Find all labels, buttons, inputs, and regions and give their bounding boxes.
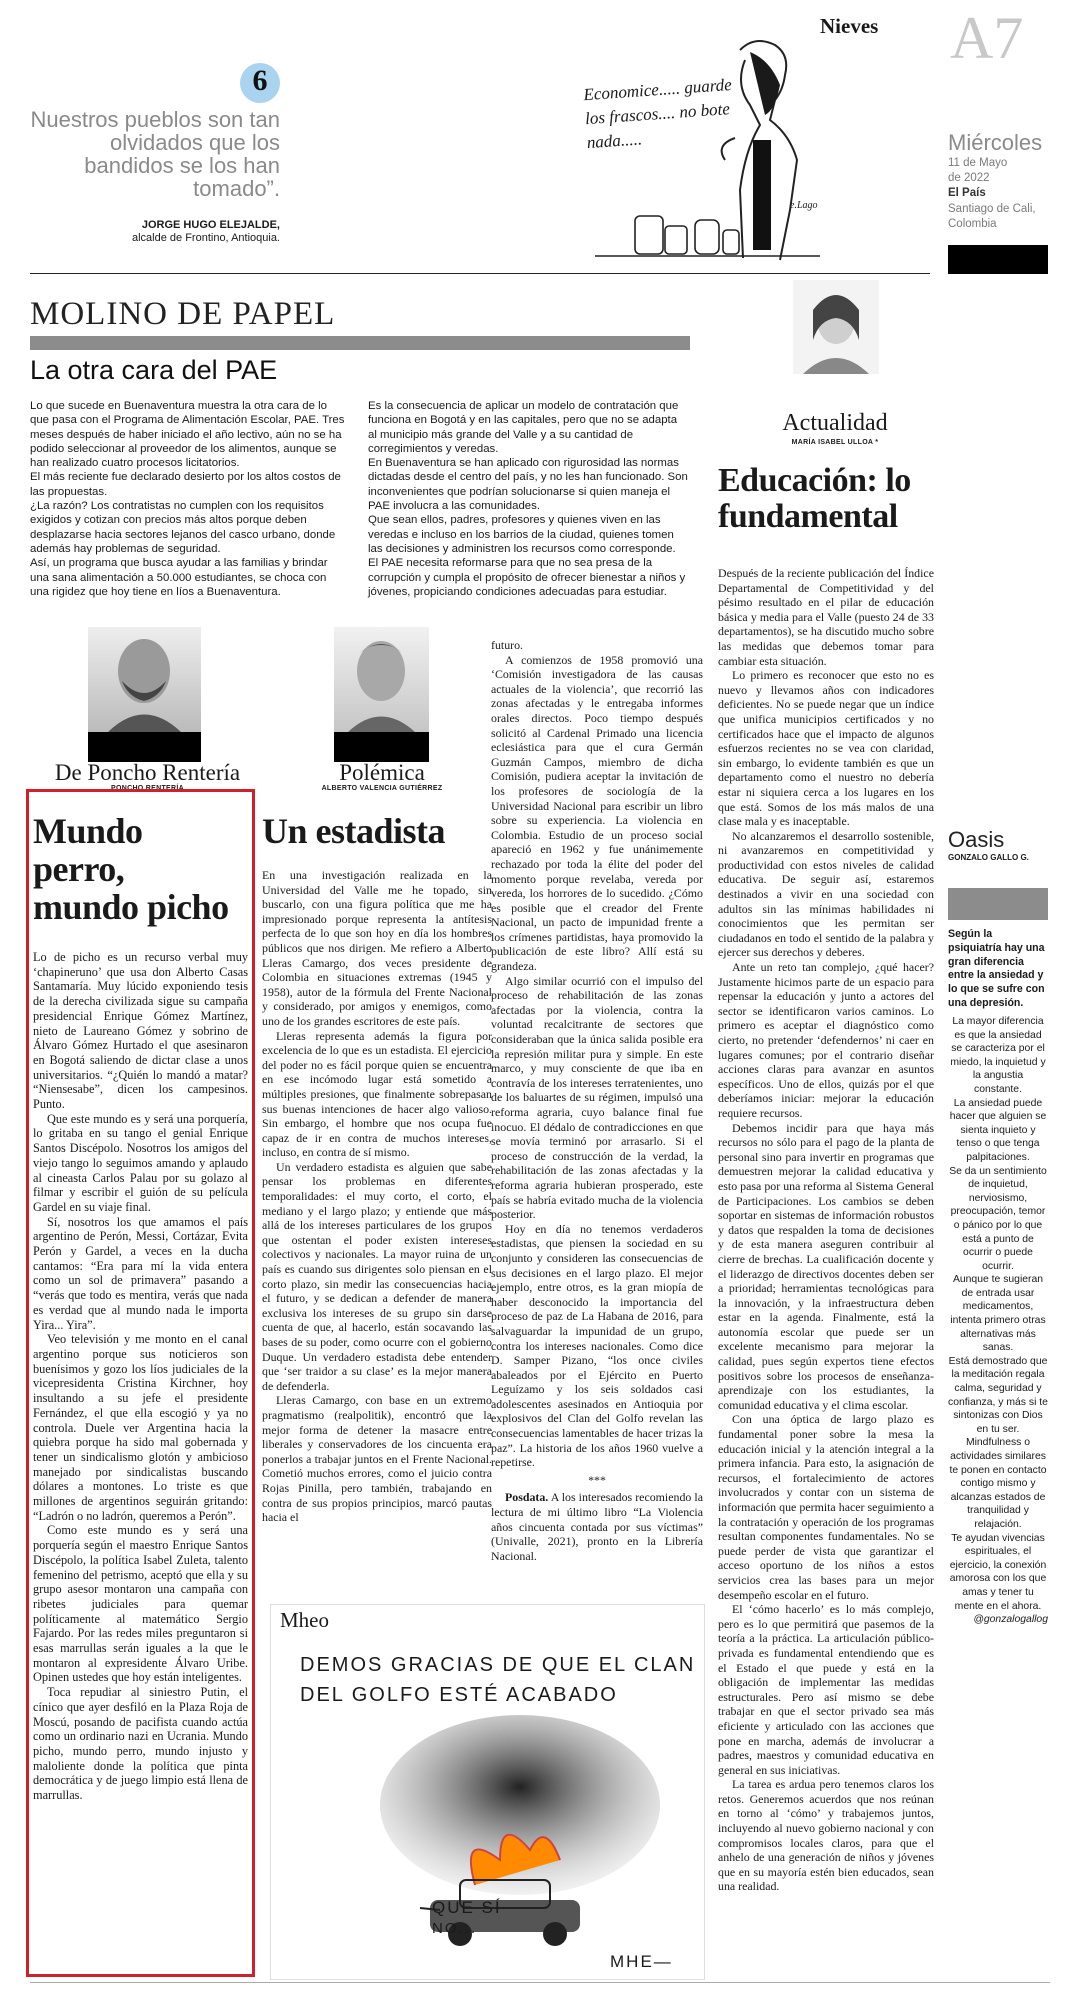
meta-black-bar	[948, 245, 1048, 274]
renteria-headline-line2: perro,	[33, 849, 125, 889]
city-line2: Colombia	[948, 218, 997, 230]
city-line1: Santiago de Cali,	[948, 203, 1036, 215]
polemica-stars: ***	[588, 1472, 606, 1487]
actualidad-headline	[718, 463, 1058, 535]
paper-name: El País	[948, 187, 986, 199]
actualidad-headline-line2: fundamental	[718, 498, 898, 535]
actualidad-column-name: Actualidad	[782, 410, 888, 436]
polemica-paragraph: Un verdadero estadista es alguien que sabe pensar los problemas en diferentes temporalidades: el muy corto, el corto, el mediano y el largo plazo; y entiende que más allá de los intereses particulares de los grupos que ostentan el poder existen intereses colectivos y nacionales. La mayor ruina de un país es cuando sus dirigentes solo piensan en el corto plazo, sin medir las consecuencias hacia el futuro, y se dedican a defender de manera exclusiva los intereses de su grupo sin darse cuenta de que, al hacerlo, están socavando las bases de su poder, como ocurre con el gobierno Duque. Un verdadero estadista debe entender que ‘ser traidor a su clase’ es la mejor manera de defenderla.	[262, 1159, 492, 1393]
polemica-paragraph: Lleras representa además la figura por excelencia de lo que es un estadista. El ejercicio del poder no es fácil porque quien se encuentra en ese incómodo lugar está sometido a múltiples presiones, que finalmente sobrepasan sus buenas intenciones de hacer algo valioso. Sin embargo, el hombre que nos ocupa fue capaz de ir en contra de muchos intereses, incluso, en contra de sí mismo.	[262, 1028, 492, 1160]
renteria-byline: PONCHO RENTERÍA	[111, 785, 184, 792]
actualidad-paragraph: Lo primero es reconocer que esto no es nuevo y llevamos años con indicadores deficientes. No se puede negar que un índice que unifica municipios certificados y no certificados hace que el impacto de algunos esfuerzos recientes no se vea con claridad, sin embargo, lo evidente también es que un departamento como el nuestro no debería estar ni siquiera cerca a los lugares en los que está. Somos de los más malos de una clase mala y es inaceptable.	[718, 668, 934, 829]
mheo-signature: MHE—	[610, 1952, 673, 1971]
renteria-column-name: De Poncho Rentería	[54, 760, 241, 785]
ulloa-photo	[793, 280, 879, 374]
renteria-paragraph: Como este mundo es y será una porquería según el maestro Enrique Santos Discépolo, la política Isabel Zuleta, talento femenino del petrismo, aceptó que ella y su grupo asesor montaron una campaña con ribetes judiciales para quemar políticamente al matemático Sergio Fajardo. Por las redes miles preguntaron si esas marrullas serán iguales a la que le montaron al expresidente Álvaro Uribe. Opinen ustedes que hoy están inteligentes.	[33, 1523, 248, 1685]
mheo-bubble-line2: NO...	[432, 1920, 478, 1937]
posdata-label: Posdata.	[505, 1490, 549, 1505]
molino-col2: Es la consecuencia de aplicar un modelo de contratación que funciona en Bogotá y en las capitales, pero que no se adapta al municipio más grande del Valle y a su cantidad de corregimientos y veredas. En Buenaventura se han aplicado con rigurosidad las normas dictadas desde el centro del país, y no les han funcionado. Son inconvenientes que podrían solucionarse si quien maneja el PAE involucra a las comunidades. Que sean ellos, padres, profesores y quienes viven en las veredas e incluso en los barrios de la ciudad, quienes tomen las decisiones y administren los recursos como corresponde. El PAE necesita reformarse para que no sea presa de la corrupción y cumpla el propósito de ofrecer bienestar a niños y jóvenes, propiciando condiciones adecuadas para estudiar.	[368, 400, 688, 598]
polemica-photo	[334, 627, 429, 732]
polemica-photo-bar	[334, 732, 429, 762]
oasis-paragraph: Aunque te sugieran de entrada usar medicamentos, intenta primero otras alternativas más sanas.	[950, 1274, 1046, 1354]
polemica-col1	[262, 868, 492, 1598]
actualidad-byline: MARÍA ISABEL ULLOA *	[791, 439, 879, 446]
actualidad-paragraph: No alcanzaremos el desarrollo sostenible, ni avanzaremos en competitividad y productividad con estos niveles de calidad educativa. De seguir así, estaremos destinados a vivir en una sociedad con adultos sin las mínimas habilidades ni conocimientos que les permitan ser ciudadanos en todo el sentido de la palabra y ejercer sus derechos y deberes.	[718, 828, 934, 960]
polemica-paragraph: Lleras Camargo, con base en un extremo pragmatismo (realpolitik), encontró que la mejor forma de detener la masacre entre liberales y conservadores de los cincuenta era ponerlos a trabajar juntos en el Frente Nacional. Cometió muchos errores, como el juicio contra Rojas Pinilla, pero también, trabajando en contra de sus propios principios, marcó pautas hacia el	[262, 1393, 492, 1525]
renteria-paragraph: Sí, nosotros los que amamos el país argentino de Perón, Messi, Cortázar, Evita Perón y Gardel, a veces en la ducha cantamos: “Era para mí la vida entera como un sol de primavera” pasando a “verás que todo es mentira, verás que nada es verdad que al mundo nada le importa Yira... Yira”.	[33, 1214, 248, 1332]
polemica-paragraph: Hoy en día no tenemos verdaderos estadistas, que piensen la sociedad en su conjunto y consideren las consecuencias de sus decisiones en el largo plazo. El mejor ejemplo, entre otros, es la gran miopía de haber desconocido la importancia del proceso de paz de La Habana de 2016, para salvaguardar la impunidad de un grupo, contra los intereses nacionales. Como dice D. Samper Pizano, “los once civiles abaleados por el Ejército en Puerto Leguízamo y los seis soldados casi adolescentes asesinados en Antioquia por explosivos del Clan del Golfo revelan las consecuencias lamentables de hacer trizas la paz”. La historia de los años 1960 vuelve a repetirse.	[491, 1221, 703, 1470]
oasis-lead: Según la psiquiatría hay una gran diferencia entre la ansiedad y lo que se sufre con una depresión.	[948, 928, 1045, 1009]
polemica-paragraph: A comienzos de 1958 promovió una ‘Comisión investigadora de las causas actuales de la violencia’, que recorrió las zonas afectadas y le entregaba informes orales directos. Poco tiempo después solicitó al Cardenal Primado una licencia eclesiástica para que el cura Germán Guzmán Campos, miembro de dicha Comisión, pudiera aceptar la invitación de los profesores de sociología de la Universidad Nacional para escribir un libro sobre su experiencia. La violencia en Colombia. Estudio de un proceso social apareció en 1962 y fue unánimemente rechazado por toda la élite del poder del momento porque revelaba, vereda por vereda, los horrores de lo sucedido. ¿Cómo es posible que el creador del Frente Nacional, un pacto de impunidad frente a los crímenes partidistas, haya promovido la publicación de este libro? Allí está su grandeza.	[491, 652, 703, 974]
polemica-headline: Un estadista	[262, 811, 446, 851]
oasis-handle: @gonzalogallog	[973, 1614, 1048, 1626]
polemica-column-name: Polémica	[339, 760, 425, 785]
renteria-headline-line1: Mundo	[33, 811, 143, 851]
oasis-paragraph: Se da un sentimiento de inquietud, nerviosismo, preocupación, temor o pánico por lo que está a punto de ocurrir o puede ocurrir.	[949, 1165, 1047, 1272]
cartoon-signature: e.Lago	[790, 200, 818, 211]
oasis-byline: GONZALO GALLO G.	[948, 853, 1029, 862]
oasis-gray-bar	[948, 888, 1048, 920]
renteria-paragraph: Que este mundo es y será una porquería, lo gritaba en su tango el genial Enrique Santos Discépolo. Nosotros los amigos del viejo tango lo seguimos amando y aplaudo al cineasta Carlos Palau por su golazo al filmar y escribir el guión de su película Gardel en su viaje final.	[33, 1111, 248, 1214]
polemica-paragraph: En una investigación realizada en la Universidad del Valle me he topado, sin buscarlo, con una figura política que me ha impresionado porque representa la antítesis perfecta de lo que son hoy en día los hombres públicos que nos dirigen. Me refiero a Alberto Lleras Camargo, dos veces presidente de Colombia en situaciones extremas (1945 y 1958), autor de la fórmula del Frente Nacional y considerado, por amigos y enemigos, como uno de los grandes escritores de este país.	[262, 868, 492, 1028]
section-name: Nieves	[820, 14, 879, 38]
cartoon-caption: Economice..... guarde los frascos.... no bote nada.....	[582, 74, 733, 153]
renteria-photo	[88, 627, 201, 732]
polemica-paragraph: Algo similar ocurrió con el impulso del proceso de rehabilitación de las zonas afectadas por la violencia, contra la voluntad recalcitrante de sectores que consideraban que la única salida posible era la represión militar pura y simple. En este marco, y muy consciente de que iba en contravía de los intereses terratenientes, uno de los baluartes de su régimen, impulsó una reforma agraria, cuyo balance final fue inocuo. El dédalo de contradicciones en que se movía terminó por arrasarlo. Si el proceso de construcción de la verdad, la rehabilitación de las zonas afectadas y la reforma agraria hubieran prosperado, este país se habría evitado mucha de la violencia posterior.	[491, 973, 703, 1222]
polemica-col2	[491, 638, 703, 1598]
polemica-byline: ALBERTO VALENCIA GUTIÉRREZ	[321, 785, 443, 792]
actualidad-paragraph: Debemos incidir para que haya más recursos no sólo para el pago de la planta de personal sino para invertir en programas que demuestren mejorar la calidad educativa y esto pasa por una reforma al Sistema General de Participaciones. Los cambios se deben soportar en sistemas de información robustos y datos que respalden la toma de decisiones y de esta manera aseguren contribuir al cierre de brechas. La cualificación docente y el liderazgo de directivos docentes deben ser a prioridad; herramientas tecnológicas para la innovación, y la infraestructura deben estar en la agenda. Finalmente, está la autonomía escolar que puede ser un excelente mecanismo para mejorar la calidad, pues según expertos tiene efectos positivos sobre los procesos de enseñanza-aprendizaje con los estudiantes, la comunidad educativa y el clima escolar.	[718, 1120, 934, 1412]
renteria-photo-bar	[88, 732, 201, 762]
footer-rule	[30, 1982, 1050, 1983]
renteria-headline-line3: mundo picho	[33, 887, 229, 927]
page-number: A7	[950, 5, 1024, 71]
quote-author: JORGE HUGO ELEJALDE,	[141, 219, 280, 231]
mheo-text-line1: DEMOS GRACIAS DE QUE EL CLAN	[300, 1654, 696, 1676]
mheo-title: Mheo	[280, 1608, 329, 1632]
oasis-paragraph: Mindfulness o actividades similares te ponen en contacto contigo mismo y alcanzas estados de tranquilidad y relajación.	[949, 1437, 1047, 1530]
actualidad-body	[718, 566, 934, 1966]
posdata-text: A los interesados recomiendo la lectura de mi último libro “La Violencia años cincuenta contada por sus víctimas” (Univalle, 2021), pronto en la Librería Nacional.	[491, 1490, 703, 1563]
polemica-posdata	[491, 1490, 703, 1563]
mheo-text-line2: DEL GOLFO ESTÉ ACABADO	[300, 1684, 618, 1706]
quote-author-role: alcalde de Frontino, Antioquia.	[132, 232, 280, 244]
date-line1: 11 de Mayo	[948, 157, 1008, 169]
oasis-column-name: Oasis	[948, 827, 1005, 852]
actualidad-paragraph: Con una óptica de largo plazo es fundamental poner sobre la mesa la educación inicial y la atención integral a la primera infancia. Para esto, la asignación de recursos, el fortalecimiento de actores involucrados y contar con un sistema de información que permita hacer seguimiento a la contratación y operación de los programas resultan componentes fundamentales. No se puede perder de vista que garantizar el acceso oportuno de los niños a estos servicios crea las bases para un mejor desempeño escolar en el futuro.	[718, 1412, 934, 1602]
oasis-body	[948, 1015, 1048, 1626]
mheo-drawing	[370, 1710, 690, 1970]
quote-mark: 6	[252, 64, 268, 97]
header-rule	[30, 273, 930, 274]
molino-title: La otra cara del PAE	[30, 355, 278, 385]
actualidad-headline-line1: Educación: lo	[718, 462, 911, 499]
polemica-paragraph: futuro.	[491, 638, 524, 652]
date-line2: de 2022	[948, 172, 990, 184]
renteria-paragraph: Veo televisión y me monto en el canal argentino porque sus noticieros son buenísimos y gozo los líos judiciales de la vicepresidenta Cristina Kirchner, hoy insultando a su jefe el presidente Fernández, el que ella escogió y ya no controla. Duele ver Argentina hacia la quiebra porque ha sido mal gobernada y tener un sindicalismo glotón y ambicioso manejado por sindicalistas buscando dólares a montones. Lo triste es que millones de argentinos seguirán gritando: “Ladrón o no ladrón, queremos a Perón”.	[33, 1332, 248, 1523]
actualidad-paragraph: La tarea es ardua pero tenemos claros los retos. Generemos acuerdos que nos reúnan en torno al ‘cómo’ y trabajemos juntos, incluyendo al nuevo gobierno nacional y con compromisos locales claros, para que el anhelo de una generación de niños y jóvenes que en su mayoría estén bien educados, sean una realidad.	[718, 1777, 934, 1894]
actualidad-paragraph: Después de la reciente publicación del Índice Departamental de Competitividad y del pésimo resultado en el pilar de educación básica y media para el Valle (puesto 24 de 33 departamentos), se ha discutido mucho sobre las medidas que debemos tomar para cambiar esta situación.	[718, 566, 934, 668]
weekday: Miércoles	[948, 130, 1043, 155]
oasis-paragraph: Te ayudan vivencias espirituales, el ejercicio, la conexión amorosa con los que amas y tener tu mente en el ahora.	[949, 1532, 1047, 1612]
renteria-paragraph: Lo de picho es un recurso verbal muy ‘chapineruno’ que usa don Alberto Casas Santamaría. Muy lúcido exponiendo tesis de la derecha civilizada sigue su campaña presidencial Enrique Gómez Martínez, nieto de Laureano Gómez y sobrino de Álvaro Gómez Hurtado el que asesinaron en Bogotá saliendo de dictar clase a unos universitarios. “¿Quién lo mandó a matar? “Niensesabe”, dicen los campesinos. Punto.	[33, 950, 248, 1112]
oasis-paragraph: La ansiedad puede hacer que alguien se sienta inquieto y tenso o que tenga palpitaciones.	[949, 1097, 1047, 1163]
oasis-paragraph: La mayor diferencia es que la ansiedad se caracteriza por el miedo, la inquietud y la angustia constante.	[950, 1016, 1046, 1095]
actualidad-paragraph: Ante un reto tan complejo, ¿qué hacer? Justamente hicimos parte de un espacio para repensar la educación y junto a actores del sector se identificaron varios caminos. Lo primero es aceptar el diagnóstico como cierto, no pretender ‘defendernos’ ni caer en lugares comunes; por el contrario diseñar acciones claras para avanzar en asuntos específicos. Uno de ellos, quizás por el que deberíamos iniciar: mejorar la educación requiere recursos.	[718, 960, 934, 1120]
molino-gray-bar	[30, 336, 690, 350]
actualidad-paragraph: El ‘cómo hacerlo’ es lo más complejo, pero es lo que permitirá que pasemos de la teoría a la práctica. La articulación público-privada es fundamental entendiendo que es el Estado el que puede y está en la obligación de implementar las medidas estructurales. Pero así mismo se debe trabajar en que el sector privado sea más eficiente y articulado con las acciones que pone en marcha, además de involucrar a padres, maestros y comunidad educativa en general en sus iniciativas.	[718, 1602, 934, 1777]
renteria-paragraph: Toca repudiar al siniestro Putin, el cínico que ayer desfiló en la Plaza Roja de Moscú, posando de pacifista cuando actúa como un ordinario nazi en Ucrania. Mundo picho, mundo perro, mundo injusto y maloliente donde la política que pinta democrática y de juego limpio está llena de marrullas.	[33, 1685, 248, 1803]
molino-col1: Lo que sucede en Buenaventura muestra la otra cara de lo que pasa con el Programa de Alimentación Escolar, PAE. Tres meses después de haber iniciado el año lectivo, aún no se ha podido seleccionar al proveedor de los alimentos, aunque se han realizado cuatro procesos licitatorios. El más reciente fue declarado desierto por los altos costos de las propuestas. ¿La razón? Los contratistas no cumplen con los requisitos exigidos y cotizan con precios más altos porque deben desplazarse hacia sectores lejanos del casco urbano, donde además hay problemas de seguridad. Así, un programa que busca ayudar a las familias y brindar una sana alimentación a 50.000 estudiantes, se choca con una rigidez que hoy tiene en líos a Buenaventura.	[30, 400, 345, 598]
oasis-paragraph: Está demostrado que la meditación regala calma, seguridad y confianza, y más si te sintonizas con Dios en tu ser.	[948, 1355, 1048, 1435]
molino-kicker: MOLINO DE PAPEL	[30, 296, 336, 332]
mheo-bubble-line1: QUE SÍ	[432, 1898, 502, 1917]
renteria-body	[33, 950, 248, 1972]
pull-quote: Nuestros pueblos son tan olvidados que los bandidos se los han tomado”.	[30, 107, 280, 201]
renteria-headline	[33, 812, 248, 926]
